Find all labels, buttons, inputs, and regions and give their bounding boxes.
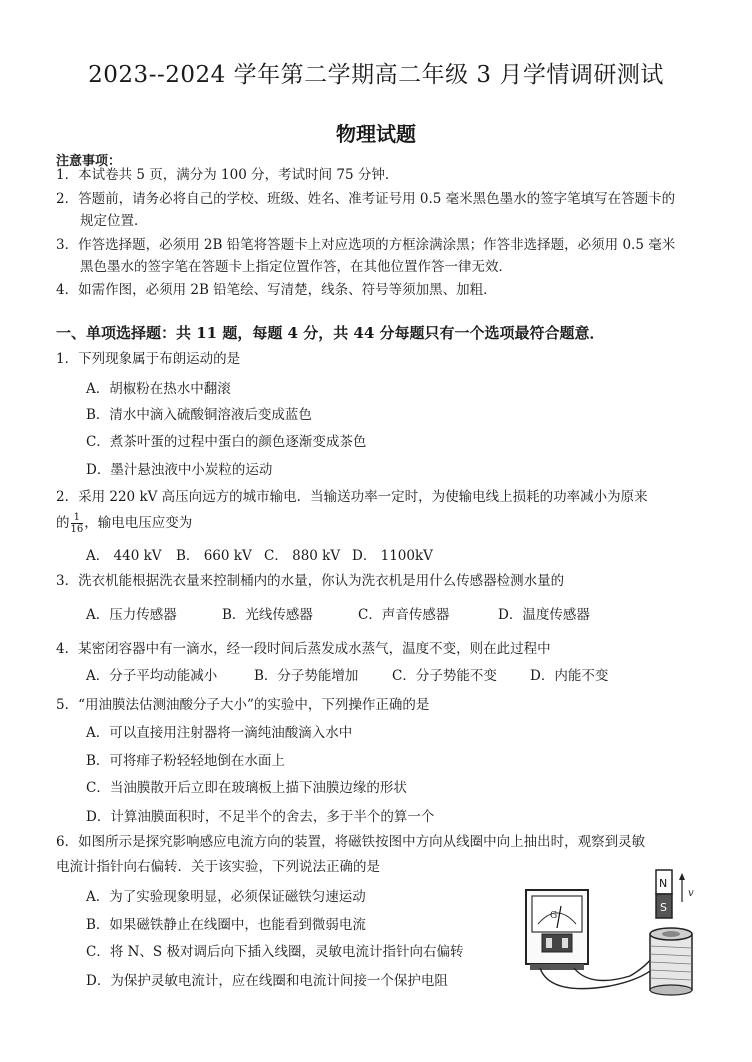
q4-option-d: D．内能不变 (530, 668, 609, 684)
q4-option-b: B．分子势能增加 (254, 668, 359, 684)
q1-option-c: C．煮茶叶蛋的过程中蛋白的颜色逐渐变成茶色 (86, 434, 367, 450)
magnet-n-label: N (659, 877, 668, 890)
section-heading: 一、单项选择题：共 11 题，每题 4 分，共 44 分每题只有一个选项最符合题意． (56, 324, 605, 342)
q2-stem: 2．采用 220 kV 高压向远方的城市输电．当输送功率一定时，为使输电线上损耗的功率减小为原来 (56, 489, 648, 505)
coil (650, 928, 692, 995)
q3-stem: 3．洗衣机能根据洗衣量来控制桶内的水量，你认为洗衣机是用什么传感器检测水量的 (56, 573, 565, 589)
notice-item-3-cont: 黑色墨水的签字笔在答题卡上指定位置作答，在其他位置作答一律无效． (80, 259, 512, 275)
q6-option-a: A．为了实验现象明显，必须保证磁铁匀速运动 (86, 889, 366, 905)
q3-option-a: A．压力传感器 (86, 607, 177, 623)
exam-subject: 物理试题 (336, 122, 416, 146)
q2-option-c: C． 880 kV (264, 548, 341, 564)
q3-option-d: D．温度传感器 (498, 607, 590, 623)
q2-stem-post: ，输电电压应变为 (84, 515, 193, 531)
q1-option-b: B．清水中滴入硫酸铜溶液后变成蓝色 (86, 407, 312, 423)
q2-option-b: B． 660 kV (176, 548, 252, 564)
q5-option-d: D．计算油膜面积时，不足半个的舍去，多于半个的算一个 (86, 809, 435, 825)
q5-option-b: B．可将痱子粉轻轻地倒在水面上 (86, 753, 285, 769)
notice-item-1: 1．本试卷共 5 页，满分为 100 分，考试时间 75 分钟． (56, 167, 399, 183)
velocity-label: v (688, 888, 694, 899)
q6-option-b: B．如果磁铁静止在线圈中，也能看到微弱电流 (86, 917, 366, 933)
induction-apparatus-figure (520, 868, 720, 998)
velocity-arrow (679, 873, 694, 902)
q6-stem: 6．如图所示是探究影响感应电流方向的装置，将磁铁按图中方向从线圈中向上抽出时，观察到灵敏 (56, 834, 646, 850)
q2-stem-pre: 的 (56, 515, 70, 531)
notice-item-4: 4．如需作图，必须用 2B 铅笔绘、写清楚，线条、符号等须加黑、加粗． (56, 282, 497, 298)
q2-fraction (71, 512, 84, 535)
q4-option-a: A．分子平均动能减小 (86, 668, 218, 684)
q5-option-c: C．当油膜散开后立即在玻璃板上描下油膜边缘的形状 (86, 780, 407, 796)
galvanometer-label: G (550, 911, 558, 921)
q2-option-a: A． 440 kV (86, 548, 162, 564)
q6-option-d: D．为保护灵敏电流计，应在线圈和电流计间接一个保护电阻 (86, 973, 448, 989)
notice-heading: 注意事项： (56, 154, 122, 169)
q4-option-c: C．分子势能不变 (392, 668, 497, 684)
q2-fraction-numerator: 1 (71, 512, 84, 524)
q3-option-b: B．光线传感器 (222, 607, 313, 623)
galvanometer (526, 890, 588, 970)
q6-option-c: C．将 N、S 极对调后向下插入线圈，灵敏电流计指针向右偏转 (86, 944, 464, 960)
q1-option-a: A．胡椒粉在热水中翻滚 (86, 381, 231, 397)
q6-stem-line2: 电流计指针向右偏转．关于该实验，下列说法正确的是 (56, 859, 380, 875)
notice-item-2: 2．答题前，请务必将自己的学校、班级、姓名、准考证号用 0.5 毫米黑色墨水的签字笔填写在答题卡的 (56, 191, 676, 207)
q5-option-a: A．可以直接用注射器将一滴纯油酸滴入水中 (86, 725, 353, 741)
q5-stem: 5．“用油膜法估测油酸分子大小”的实验中，下列操作正确的是 (56, 697, 430, 713)
q2-fraction-denominator: 16 (70, 524, 84, 535)
q1-stem: 1．下列现象属于布朗运动的是 (56, 351, 241, 367)
bar-magnet (656, 870, 672, 918)
magnet-s-label: S (660, 901, 667, 914)
exam-title: 2023--2024 学年第二学期高二年级 3 月学情调研测试 (88, 62, 664, 88)
notice-item-3: 3．作答选择题，必须用 2B 铅笔将答题卡上对应选项的方框涂满涂黑；作答非选择题，必须用 0.5 毫米 (56, 237, 676, 253)
q2-option-d: D． 1100kV (352, 548, 433, 564)
q3-option-c: C．声音传感器 (358, 607, 450, 623)
notice-item-2-cont: 规定位置． (80, 213, 148, 229)
q4-stem: 4．某密闭容器中有一滴水，经一段时间后蒸发成水蒸气，温度不变，则在此过程中 (56, 641, 551, 657)
q1-option-d: D．墨汁悬浊液中小炭粒的运动 (86, 462, 273, 478)
q2-stem-line2 (56, 512, 192, 535)
